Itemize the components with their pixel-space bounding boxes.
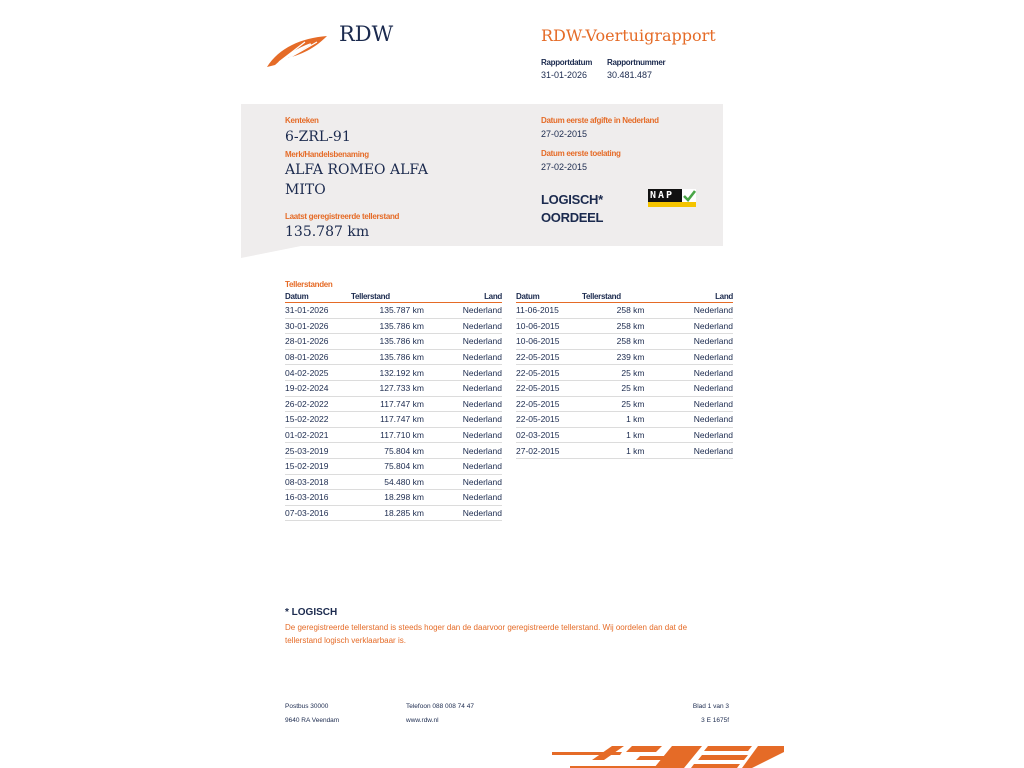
row-date: 31-01-2026 <box>285 303 351 319</box>
row-country: Nederland <box>446 490 502 506</box>
row-date: 15-02-2019 <box>285 458 351 474</box>
row-date: 10-06-2015 <box>516 334 582 350</box>
report-date-label: Rapportdatum <box>541 58 593 67</box>
row-date: 07-03-2016 <box>285 505 351 521</box>
row-date: 28-01-2026 <box>285 334 351 350</box>
row-country: Nederland <box>446 365 502 381</box>
first-issue-nl-label: Datum eerste afgifte in Nederland <box>541 116 659 125</box>
row-date: 19-02-2024 <box>285 380 351 396</box>
row-reading: 75.804 km <box>351 458 446 474</box>
nap-badge-text: NAP <box>650 190 675 201</box>
table-row <box>285 396 502 412</box>
table-row <box>516 380 733 396</box>
table-row <box>285 303 502 319</box>
row-date: 22-05-2015 <box>516 365 582 381</box>
verdict-line2: OORDEEL <box>541 210 604 225</box>
plate-label: Kenteken <box>285 116 319 125</box>
table-row <box>285 505 502 521</box>
row-reading: 135.786 km <box>351 349 446 365</box>
table-row <box>285 380 502 396</box>
footnote-line1: De geregistreerde tellerstand is steeds hoger dan de daarvoor geregistreerde tellerstand. Wij oordelen dan dat de <box>285 623 688 632</box>
row-reading: 135.786 km <box>351 318 446 334</box>
row-reading: 1 km <box>582 427 667 443</box>
table-row <box>285 443 502 459</box>
footer-address1: Postbus 30000 <box>285 703 329 710</box>
row-country: Nederland <box>667 380 734 396</box>
row-reading: 135.786 km <box>351 334 446 350</box>
row-country: Nederland <box>446 380 502 396</box>
row-reading: 54.480 km <box>351 474 446 490</box>
row-country: Nederland <box>446 396 502 412</box>
table-row <box>516 427 733 443</box>
country-column-header: Land <box>667 292 734 303</box>
row-reading: 25 km <box>582 396 667 412</box>
panel-tail <box>241 246 301 258</box>
row-date: 22-05-2015 <box>516 380 582 396</box>
table-row <box>285 474 502 490</box>
row-country: Nederland <box>446 505 502 521</box>
table-row <box>285 490 502 506</box>
table-row <box>285 318 502 334</box>
table-row <box>285 334 502 350</box>
table-row <box>516 365 733 381</box>
row-reading: 117.747 km <box>351 412 446 428</box>
date-column-header: Datum <box>516 292 582 303</box>
country-column-header: Land <box>446 292 502 303</box>
table-row <box>516 349 733 365</box>
row-date: 26-02-2022 <box>285 396 351 412</box>
odometer-section-title: Tellerstanden <box>285 280 333 289</box>
table-row <box>516 334 733 350</box>
table-header-row <box>516 292 733 303</box>
row-reading: 132.192 km <box>351 365 446 381</box>
report-date: 31-01-2026 <box>541 70 588 80</box>
row-reading: 117.710 km <box>351 427 446 443</box>
row-date: 10-06-2015 <box>516 318 582 334</box>
row-country: Nederland <box>446 318 502 334</box>
odometer-table-left <box>285 292 502 521</box>
row-date: 30-01-2026 <box>285 318 351 334</box>
row-date: 15-02-2022 <box>285 412 351 428</box>
row-date: 01-02-2021 <box>285 427 351 443</box>
row-reading: 258 km <box>582 334 667 350</box>
row-date: 08-01-2026 <box>285 349 351 365</box>
plate-value: 6-ZRL-91 <box>285 129 351 145</box>
row-reading: 1 km <box>582 412 667 428</box>
row-reading: 25 km <box>582 380 667 396</box>
footer-address2: 9640 RA Veendam <box>285 717 340 724</box>
row-date: 25-03-2019 <box>285 443 351 459</box>
report-number: 30.481.487 <box>607 70 653 80</box>
table-row <box>516 318 733 334</box>
row-country: Nederland <box>667 349 734 365</box>
make-line2: MITO <box>285 182 326 198</box>
row-country: Nederland <box>446 443 502 459</box>
row-country: Nederland <box>446 303 502 319</box>
row-country: Nederland <box>446 427 502 443</box>
row-reading: 127.733 km <box>351 380 446 396</box>
row-country: Nederland <box>446 349 502 365</box>
row-country: Nederland <box>446 474 502 490</box>
make-line1: ALFA ROMEO ALFA <box>285 162 428 178</box>
row-country: Nederland <box>667 303 734 319</box>
report-title: RDW-Voertuigrapport <box>541 26 716 45</box>
first-admission-value: 27-02-2015 <box>541 162 588 172</box>
footnote-title: * LOGISCH <box>285 607 338 618</box>
row-reading: 117.747 km <box>351 396 446 412</box>
table-row <box>285 427 502 443</box>
footer-code: 3 E 1675f <box>701 717 729 724</box>
date-column-header: Datum <box>285 292 351 303</box>
verdict-line1: LOGISCH* <box>541 192 603 207</box>
row-date: 11-06-2015 <box>516 303 582 319</box>
row-reading: 135.787 km <box>351 303 446 319</box>
row-reading: 258 km <box>582 318 667 334</box>
row-reading: 25 km <box>582 365 667 381</box>
row-country: Nederland <box>667 443 734 459</box>
table-row <box>516 303 733 319</box>
table-header-row <box>285 292 502 303</box>
row-country: Nederland <box>667 318 734 334</box>
first-issue-nl-value: 27-02-2015 <box>541 129 588 139</box>
logo-text: RDW <box>339 22 394 46</box>
footer-website: www.rdw.nl <box>406 717 439 724</box>
row-date: 16-03-2016 <box>285 490 351 506</box>
table-row <box>516 412 733 428</box>
decorative-stripes-icon <box>552 744 784 768</box>
last-odometer-label: Laatst geregistreerde tellerstand <box>285 212 400 221</box>
footer-page-number: Blad 1 van 3 <box>692 703 729 710</box>
last-odometer-value: 135.787 km <box>285 224 370 240</box>
row-date: 22-05-2015 <box>516 412 582 428</box>
table-row <box>516 396 733 412</box>
reading-column-header: Tellerstand <box>351 292 446 303</box>
row-country: Nederland <box>446 412 502 428</box>
row-date: 22-05-2015 <box>516 349 582 365</box>
row-country: Nederland <box>446 334 502 350</box>
row-reading: 1 km <box>582 443 667 459</box>
row-country: Nederland <box>446 458 502 474</box>
row-country: Nederland <box>667 396 734 412</box>
row-reading: 18.298 km <box>351 490 446 506</box>
footnote-line2: tellerstand logisch verklaarbaar is. <box>285 636 406 645</box>
row-reading: 75.804 km <box>351 443 446 459</box>
row-reading: 18.285 km <box>351 505 446 521</box>
row-reading: 258 km <box>582 303 667 319</box>
row-country: Nederland <box>667 365 734 381</box>
rdw-logo-icon <box>265 34 331 70</box>
odometer-table-right <box>516 292 733 459</box>
row-date: 04-02-2025 <box>285 365 351 381</box>
make-label: Merk/Handelsbenaming <box>285 150 369 159</box>
row-date: 27-02-2015 <box>516 443 582 459</box>
report-number-label: Rapportnummer <box>607 58 666 67</box>
table-row <box>285 458 502 474</box>
check-icon <box>682 189 696 203</box>
row-date: 02-03-2015 <box>516 427 582 443</box>
row-country: Nederland <box>667 427 734 443</box>
row-date: 08-03-2018 <box>285 474 351 490</box>
footer-phone: Telefoon 088 008 74 47 <box>406 703 474 710</box>
nap-badge <box>648 189 696 207</box>
reading-column-header: Tellerstand <box>582 292 667 303</box>
first-admission-label: Datum eerste toelating <box>541 149 621 158</box>
table-row <box>285 349 502 365</box>
table-row <box>285 365 502 381</box>
row-date: 22-05-2015 <box>516 396 582 412</box>
table-row <box>285 412 502 428</box>
row-country: Nederland <box>667 334 734 350</box>
row-reading: 239 km <box>582 349 667 365</box>
table-row <box>516 443 733 459</box>
row-country: Nederland <box>667 412 734 428</box>
